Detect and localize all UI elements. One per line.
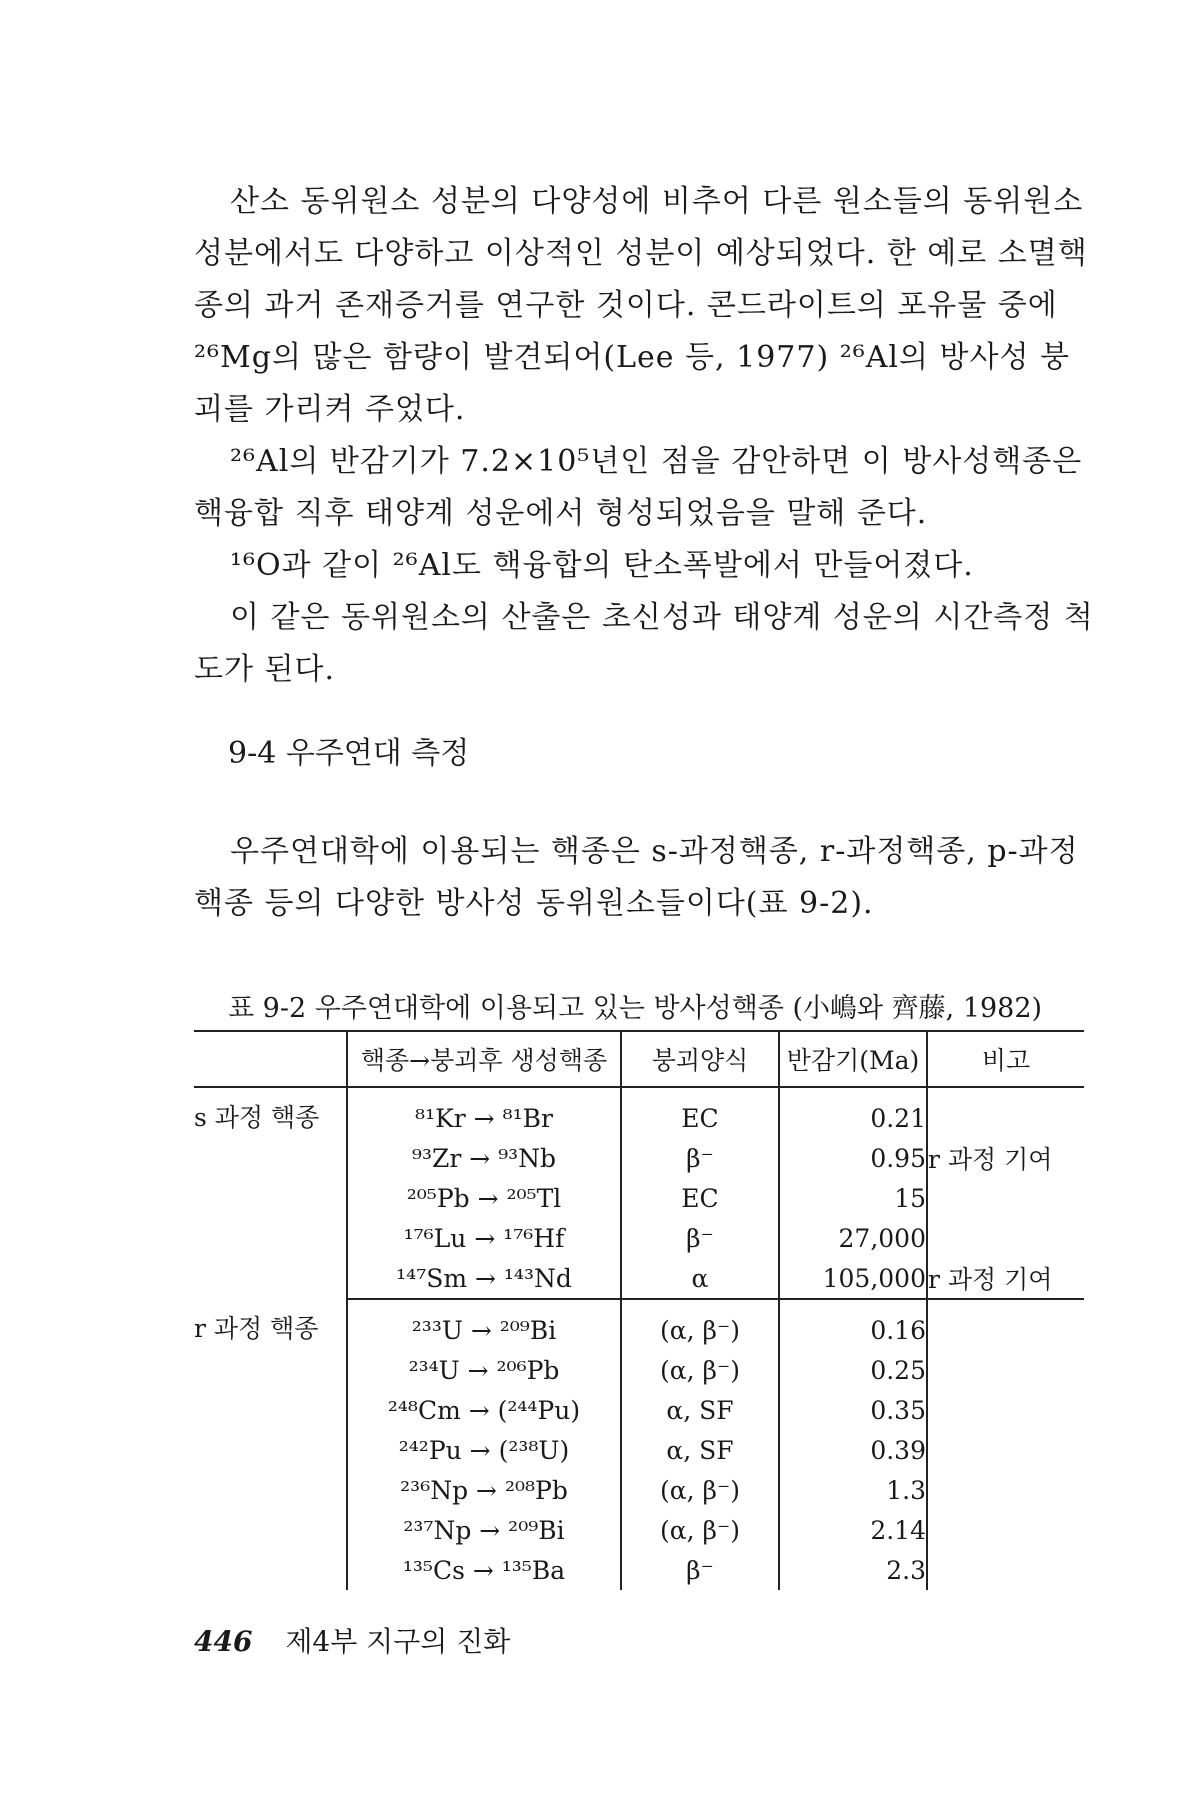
- paragraph-3: ¹⁶O과 같이 ²⁶Al도 핵융합의 탄소폭발에서 만들어졌다.: [230, 548, 974, 583]
- half-life-cell: 2.3: [779, 1550, 927, 1590]
- nuclide-cell: ²³⁴U → ²⁰⁶Pb: [347, 1350, 621, 1390]
- note-cell: r 과정 기여: [927, 1258, 1084, 1299]
- mode-cell: β⁻: [686, 1555, 714, 1585]
- nuclide-cell: ⁸¹Kr → ⁸¹Br: [347, 1087, 621, 1138]
- half-life-cell: 2.14: [779, 1510, 927, 1550]
- mode-cell: α, SF: [666, 1435, 734, 1465]
- mode-cell: (α, β⁻): [660, 1355, 740, 1385]
- half-life-cell: 15: [779, 1178, 927, 1218]
- header-group: [194, 1031, 347, 1087]
- table-row: [194, 1087, 1084, 1138]
- paragraph-2: ²⁶Al의 반감기가 7.2×10⁵년인 점을 감안하면 이 방사성핵종은 핵융합 직후 태양계 성운에서 형성되었음을 말해 준다.: [194, 444, 1083, 531]
- half-life-cell: 0.21: [779, 1087, 927, 1138]
- note-cell: [927, 1218, 1084, 1258]
- half-life-cell: 0.35: [779, 1390, 927, 1430]
- nuclide-cell: ⁹³Zr → ⁹³Nb: [347, 1138, 621, 1178]
- half-life-cell: 0.39: [779, 1430, 927, 1470]
- half-life-cell: 105,000: [779, 1258, 927, 1299]
- group-label-r: r 과정 핵종: [194, 1314, 319, 1343]
- paragraph-1: 산소 동위원소 성분의 다양성에 비추어 다른 원소들의 동위원소 성분에서도 다양하고 이상적인 성분이 예상되었다. 한 예로 소멸핵종의 과거 존재증거를 연구한 것이다. 콘드라이트의 포유물 중에 ²⁶Mg의 많은 함량이 발견되어(Lee 등, 1977) ²⁶Al의 방사성 붕괴를 가리켜 주었다.: [194, 184, 1088, 427]
- section-intro: 우주연대학에 이용되는 핵종은 s-과정핵종, r-과정핵종, p-과정핵종 등의 다양한 방사성 동위원소들이다(표 9-2).: [194, 834, 1079, 921]
- mode-cell: β⁻: [686, 1143, 714, 1173]
- table-row: [194, 1299, 1084, 1350]
- mode-cell: α, SF: [666, 1395, 734, 1425]
- note-cell: [927, 1299, 1084, 1350]
- nuclide-cell: ²³⁶Np → ²⁰⁸Pb: [347, 1470, 621, 1510]
- header-note: 비고: [927, 1031, 1084, 1087]
- half-life-cell: 0.95: [779, 1138, 927, 1178]
- nuclide-cell: ²⁴⁸Cm → (²⁴⁴Pu): [347, 1390, 621, 1430]
- nuclide-cell: ¹⁴⁷Sm → ¹⁴³Nd: [347, 1258, 621, 1299]
- note-cell: [927, 1550, 1084, 1590]
- paragraph-4: 이 같은 동위원소의 산출은 초신성과 태양계 성운의 시간측정 척도가 된다.: [194, 600, 1094, 687]
- page-number: 446: [194, 1625, 253, 1658]
- mode-cell: EC: [681, 1103, 719, 1133]
- nuclide-cell: ²³⁷Np → ²⁰⁹Bi: [347, 1510, 621, 1550]
- header-half-life: 반감기(Ma): [779, 1031, 927, 1087]
- section-heading: 9-4 우주연대 측정: [228, 736, 470, 771]
- mode-cell: EC: [681, 1183, 719, 1213]
- note-cell: [927, 1087, 1084, 1138]
- note-cell: [927, 1510, 1084, 1550]
- half-life-cell: 1.3: [779, 1470, 927, 1510]
- page-footer: [194, 1620, 510, 1660]
- mode-cell: (α, β⁻): [660, 1515, 740, 1545]
- running-title: 제4부 지구의 진화: [285, 1625, 511, 1658]
- mode-cell: α: [621, 1258, 779, 1299]
- half-life-cell: 27,000: [779, 1218, 927, 1258]
- mode-cell: β⁻: [686, 1223, 714, 1253]
- table-header-row: [194, 1031, 1084, 1087]
- note-cell: [927, 1470, 1084, 1510]
- nuclide-cell: ²⁴²Pu → (²³⁸U): [347, 1430, 621, 1470]
- half-life-cell: 0.25: [779, 1350, 927, 1390]
- header-nuclide: 핵종→붕괴후 생성핵종: [347, 1031, 621, 1087]
- table-caption: 표 9-2 우주연대학에 이용되고 있는 방사성핵종 (小嶋와 齊藤, 1982): [228, 993, 1043, 1024]
- note-cell: [927, 1390, 1084, 1430]
- nuclide-cell: ¹⁷⁶Lu → ¹⁷⁶Hf: [347, 1218, 621, 1258]
- nuclide-cell: ²³³U → ²⁰⁹Bi: [347, 1299, 621, 1350]
- nuclide-cell: ¹³⁵Cs → ¹³⁵Ba: [347, 1550, 621, 1590]
- nuclide-table: [194, 1030, 1084, 1590]
- note-cell: [927, 1350, 1084, 1390]
- note-cell: [927, 1178, 1084, 1218]
- header-decay-mode: 붕괴양식: [621, 1031, 779, 1087]
- half-life-cell: 0.16: [779, 1299, 927, 1350]
- mode-cell: (α, β⁻): [660, 1315, 740, 1345]
- note-cell: r 과정 기여: [928, 1145, 1053, 1174]
- group-label-s: s 과정 핵종: [194, 1103, 320, 1132]
- nuclide-cell: ²⁰⁵Pb → ²⁰⁵Tl: [347, 1178, 621, 1218]
- mode-cell: (α, β⁻): [660, 1475, 740, 1505]
- note-cell: [927, 1430, 1084, 1470]
